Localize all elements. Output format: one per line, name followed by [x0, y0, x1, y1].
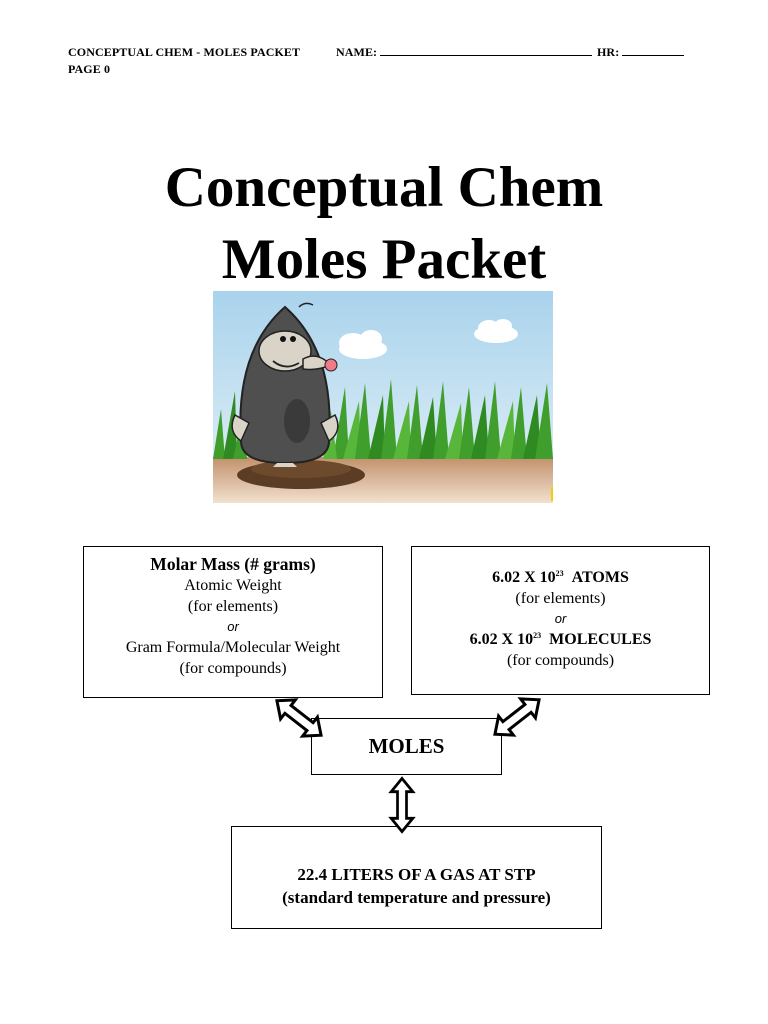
title-line-2: Moles Packet	[221, 228, 547, 291]
atomic-weight-label: Atomic Weight	[184, 577, 282, 594]
title-line-1: Conceptual Chem	[164, 156, 604, 219]
page-number: PAGE 0	[68, 62, 111, 76]
moles-label: MOLES	[368, 734, 445, 758]
molecules-exponent: 23	[533, 631, 542, 640]
stp-label: (standard temperature and pressure)	[282, 888, 551, 907]
or-label: or	[554, 611, 567, 626]
double-arrow-icon	[488, 690, 547, 743]
atoms-label: ATOMS	[571, 569, 629, 586]
for-compounds-label: (for compounds)	[506, 652, 615, 669]
gram-formula-label: Gram Formula/Molecular Weight	[125, 639, 341, 656]
atoms-coefficient: 6.02 X 10	[492, 569, 556, 586]
name-label: NAME:	[336, 45, 378, 59]
for-compounds-label: (for compounds)	[179, 660, 287, 677]
double-arrow-icon	[391, 778, 413, 831]
molar-mass-heading: Molar Mass (# grams)	[150, 554, 316, 574]
header-course: CONCEPTUAL CHEM - MOLES PACKET	[68, 45, 301, 59]
for-elements-label: (for elements)	[515, 590, 606, 607]
gas-volume-label: 22.4 LITERS OF A GAS AT STP	[297, 865, 536, 884]
or-label: or	[227, 619, 239, 634]
molecules-label: MOLECULES	[549, 631, 652, 648]
hr-label: HR:	[597, 45, 620, 59]
atoms-exponent: 23	[555, 569, 564, 578]
double-arrow-icon	[270, 691, 329, 744]
for-elements-label: (for elements)	[187, 598, 279, 615]
molecules-coefficient: 6.02 X 10	[469, 631, 534, 648]
